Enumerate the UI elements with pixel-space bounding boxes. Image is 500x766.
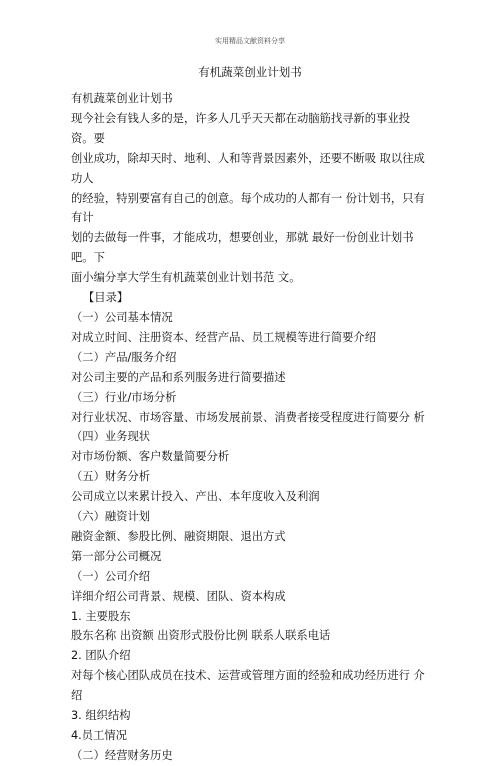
intro-line: 面小编分享大学生有机蔬菜创业计划书范 文。 — [71, 271, 301, 285]
intro-heading: 有机蔬菜创业计划书 — [71, 92, 173, 105]
subsection-heading: 2. 团队介绍 — [71, 649, 131, 663]
section-text: 对行业状况、市场容量、市场发展前景、消费者接受程度进行简要分 析 — [71, 410, 425, 424]
section-text: 对公司主要的产品和系列服务进行简要描述 — [71, 370, 286, 384]
section-text: 详细介绍公司背景、规模、团队、资本构成 — [71, 589, 286, 603]
subsection-heading: 3. 组织结构 — [71, 709, 131, 723]
section-text: 融资金额、参股比例、融资期限、退出方式 — [71, 529, 286, 543]
subsection-heading: 1. 主要股东 — [71, 609, 131, 623]
section-text: 对市场份额、客户数量简要分析 — [71, 450, 230, 464]
intro-line: 现今社会有钱人多的是，许多人几乎天天都在动脑筋找寻新的事业投 资。要 — [71, 111, 410, 145]
section-heading: （二）经营财务历史 — [71, 748, 173, 762]
section-text: 股东名称 出资额 出资形式股份比例 联系人联系电话 — [71, 629, 331, 643]
section-heading: （二）产品/服务介绍 — [71, 350, 177, 364]
section-heading: （三）行业/市场分析 — [71, 390, 177, 404]
toc-heading: 【目录】 — [83, 291, 129, 305]
page-header: 实用精品文献资料分享 — [215, 37, 285, 45]
intro-line: 创业成功，除却天时、地利、人和等背景因素外，还要不断吸 取以往成功人 — [71, 151, 425, 185]
intro-line: 划的去做每一件事，才能成功，想要创业，那就 最好一份创业计划书吧。下 — [71, 231, 414, 265]
section-text: 对每个核心团队成员在技术、运营或管理方面的经验和成功经历进行 介绍 — [71, 669, 425, 703]
section-heading: （一）公司基本情况 — [71, 310, 173, 324]
section-heading: （四）业务现状 — [71, 430, 151, 444]
section-text: 公司成立以来累计投入、产出、本年度收入及利润 — [71, 490, 320, 504]
section-heading: （六）融资计划 — [71, 510, 151, 524]
part-heading: 第一部分公司概况 — [71, 549, 162, 563]
subsection-heading: 4.员工情况 — [71, 729, 127, 742]
section-heading: （一）公司介绍 — [71, 569, 151, 583]
section-text: 对成立时间、注册资本、经营产品、员工规模等进行简要介绍 — [71, 330, 377, 344]
document-body — [71, 89, 431, 766]
section-heading: （五）财务分析 — [71, 470, 151, 484]
document-title: 有机蔬菜创业计划书 — [198, 65, 302, 79]
intro-line: 的经验，特别要富有自己的创意。每个成功的人都有一 份计划书，只有有计 — [71, 191, 425, 225]
